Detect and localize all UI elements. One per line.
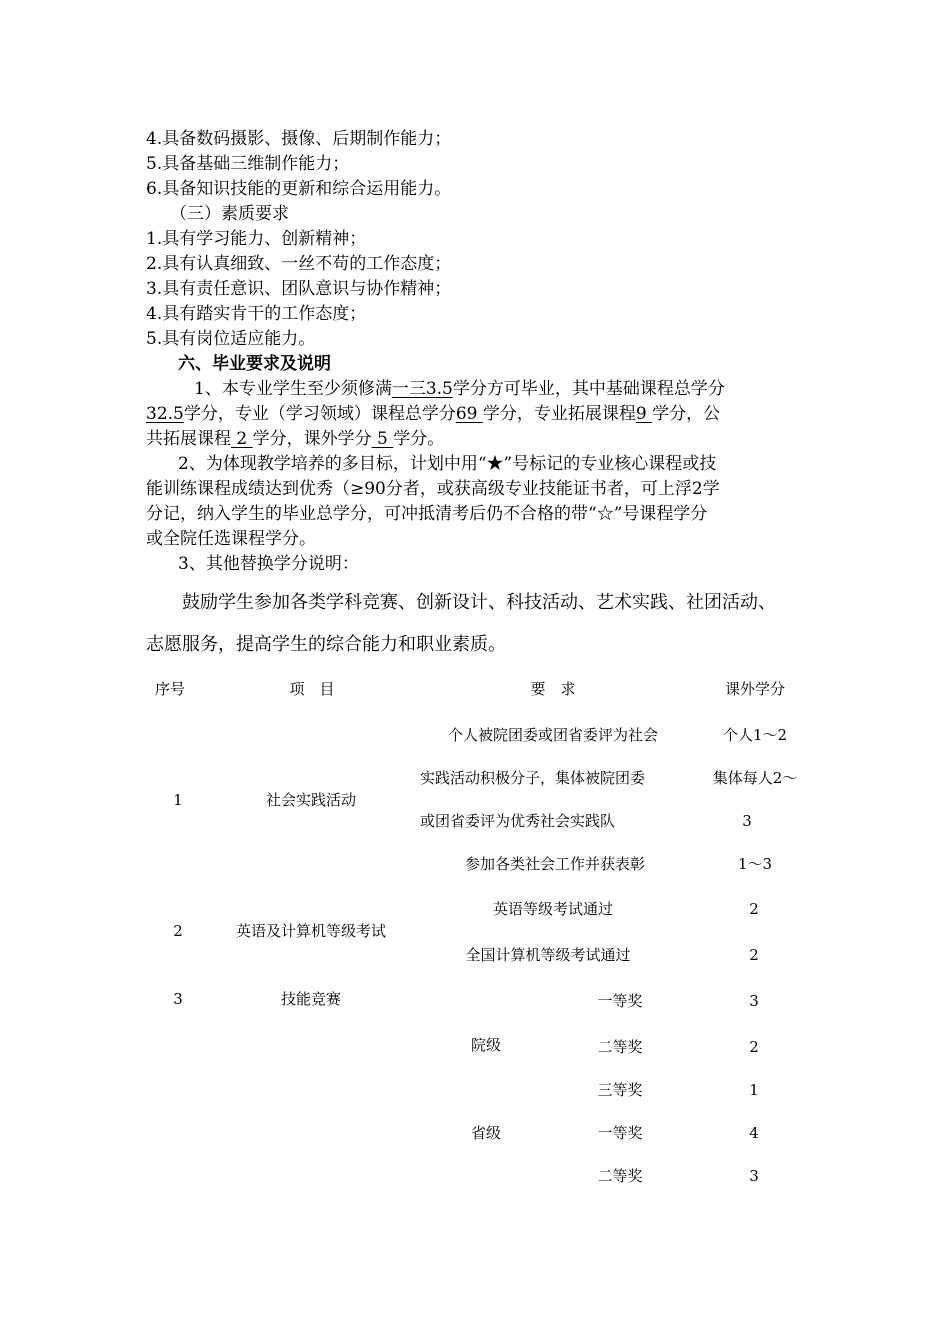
row-number: 2	[173, 922, 183, 940]
quality-item: 1.具有学习能力、创新精神；	[146, 229, 367, 249]
requirement-1-line-1	[194, 376, 725, 402]
credit-cell: 个人1～2	[722, 726, 788, 744]
total-credits: 一三3.5	[391, 379, 453, 399]
quality-item: 4.具有踏实肯干的工作态度；	[146, 304, 367, 324]
quality-heading: （三）素质要求	[170, 204, 289, 224]
credit-cell: 2	[749, 1038, 759, 1056]
col-header-requirement: 要 求	[530, 680, 576, 698]
prize-cell: 二等奖	[597, 1038, 643, 1056]
req1-text: 学分，课外学分	[252, 429, 372, 449]
prize-cell: 一等奖	[597, 1124, 643, 1142]
req1-text: 学分，专业拓展课程	[482, 404, 636, 424]
requirement-2-line: 能训练课程成绩达到优秀（≥90分者，或获高级专业技能证书者，可上浮2学	[146, 479, 720, 499]
credit-cell: 2	[749, 900, 759, 918]
col-header-item: 项 目	[289, 680, 335, 698]
requirement-3: 3、其他替换学分说明：	[178, 554, 359, 574]
extracurricular-credits: 5	[371, 429, 394, 449]
credit-cell: 4	[749, 1124, 759, 1142]
quality-item: 3.具有责任意识、团队意识与协作精神；	[146, 279, 452, 299]
req1-text: 1、本专业学生至少须修满	[194, 379, 392, 399]
basic-credits: 32.5	[146, 404, 184, 424]
requirement-cell: 个人被院团委或团省委评为社会	[447, 726, 659, 744]
requirement-cell: 参加各类社会工作并获表彰	[464, 855, 646, 873]
credit-cell: 集体每人2～	[712, 769, 798, 787]
item-name: 社会实践活动	[265, 791, 357, 809]
item-name: 技能竞赛	[280, 990, 342, 1008]
skill-item: 6.具备知识技能的更新和综合运用能力。	[146, 179, 452, 199]
credit-cell: 2	[749, 946, 759, 964]
encourage-paragraph: 鼓励学生参加各类学科竞赛、创新设计、科技活动、艺术实践、社团活动、	[182, 592, 776, 613]
item-name: 英语及计算机等级考试	[235, 922, 387, 940]
req1-text: 学分，公	[652, 404, 721, 424]
req1-text: 共拓展课程	[146, 429, 231, 449]
level-cell: 院级	[470, 1036, 502, 1054]
encourage-paragraph: 志愿服务，提高学生的综合能力和职业素质。	[146, 634, 506, 655]
extension-credits: 9	[635, 404, 653, 424]
row-number: 3	[173, 990, 183, 1008]
req1-text: 学分，专业（学习领域）课程总学分	[183, 404, 456, 424]
req1-text: 学分。	[393, 429, 445, 449]
col-header-no: 序号	[154, 680, 186, 698]
credit-cell: 3	[749, 992, 759, 1010]
row-number: 1	[173, 791, 183, 809]
professional-credits: 69	[455, 404, 483, 424]
prize-cell: 一等奖	[597, 992, 643, 1010]
level-cell: 省级	[470, 1124, 502, 1142]
prize-cell: 二等奖	[597, 1167, 643, 1185]
section-heading: 六、毕业要求及说明	[178, 354, 331, 374]
requirement-2-line: 分记，纳入学生的毕业总学分，可冲抵清考后仍不合格的带“☆”号课程学分	[146, 504, 708, 524]
req1-text: 学分方可毕业，其中基础课程总学分	[452, 379, 725, 399]
credit-cell: 3	[749, 1167, 759, 1185]
requirement-2-line: 或全院任选课程学分。	[146, 529, 316, 549]
prize-cell: 三等奖	[597, 1081, 643, 1099]
requirement-cell: 全国计算机等级考试通过	[465, 946, 631, 964]
col-header-credit: 课外学分	[724, 680, 786, 698]
quality-item: 5.具有岗位适应能力。	[146, 329, 316, 349]
requirement-1-line-2	[146, 401, 720, 427]
requirement-cell: 实践活动积极分子，集体被院团委	[420, 769, 646, 787]
requirement-1-line-3	[146, 426, 444, 452]
requirement-2-line: 2、为体现教学培养的多目标，计划中用“★”号标记的专业核心课程或技	[178, 454, 717, 474]
skill-item: 4.具备数码摄影、摄像、后期制作能力；	[146, 129, 452, 149]
requirement-cell: 英语等级考试通过	[492, 900, 614, 918]
quality-item: 2.具有认真细致、一丝不苟的工作态度；	[146, 254, 452, 274]
credit-cell: 1～3	[737, 855, 773, 873]
skill-item: 5.具备基础三维制作能力；	[146, 154, 350, 174]
credit-cell: 1	[749, 1081, 759, 1099]
requirement-cell: 或团省委评为优秀社会实践队	[420, 812, 616, 830]
credit-cell: 3	[742, 812, 752, 830]
public-credits: 2	[231, 429, 253, 449]
